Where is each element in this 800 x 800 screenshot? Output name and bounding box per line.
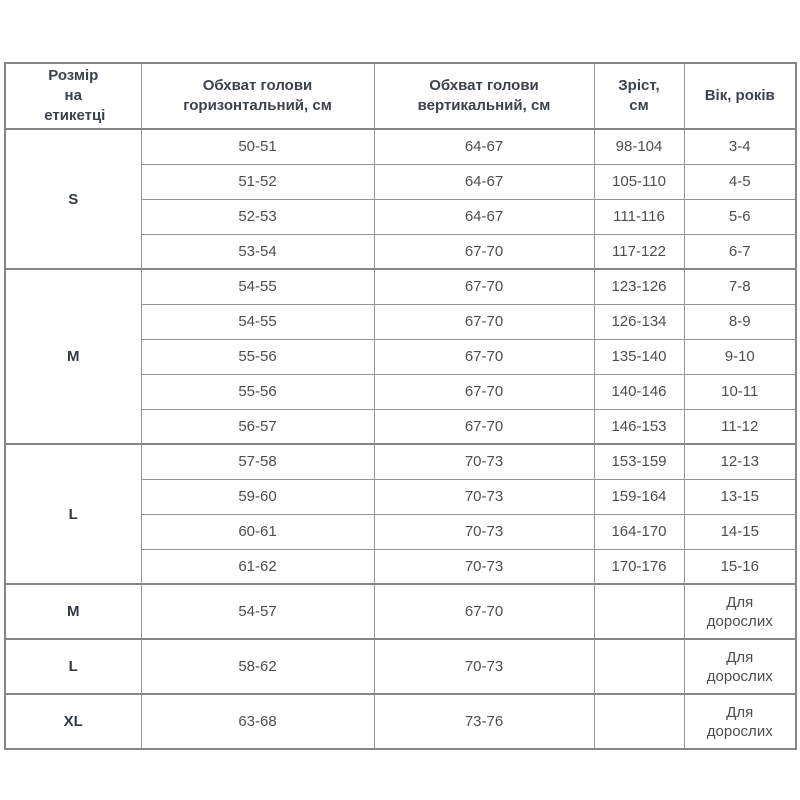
age-cell: 10-11 [684, 374, 796, 409]
age-cell: 12-13 [684, 444, 796, 479]
table-row [5, 269, 796, 304]
horizontal-cell: 59-60 [141, 479, 374, 514]
horizontal-cell: 52-53 [141, 199, 374, 234]
age-cell: 4-5 [684, 164, 796, 199]
horizontal-cell: 56-57 [141, 409, 374, 444]
horizontal-cell: 55-56 [141, 374, 374, 409]
age-cell-text: Для дорослих [706, 593, 773, 630]
size-chart [4, 62, 797, 750]
size-cell: XL [5, 694, 141, 749]
horizontal-cell: 55-56 [141, 339, 374, 374]
col-header-size-label-text: Розмір на етикетці [44, 67, 106, 124]
vertical-cell: 73-76 [374, 694, 594, 749]
col-header-vertical-circumference [374, 63, 594, 129]
col-header-size-label [5, 63, 141, 129]
height-cell: 98-104 [594, 129, 684, 164]
size-cell: M [5, 269, 141, 444]
vertical-cell: 70-73 [374, 479, 594, 514]
col-header-age-text: Вік, років [704, 87, 775, 104]
age-cell: 7-8 [684, 269, 796, 304]
horizontal-cell: 60-61 [141, 514, 374, 549]
size-cell: S [5, 129, 141, 269]
header-row [5, 63, 796, 129]
age-cell: 5-6 [684, 199, 796, 234]
table-row [5, 639, 796, 694]
age-cell: 13-15 [684, 479, 796, 514]
height-cell: 146-153 [594, 409, 684, 444]
horizontal-cell: 63-68 [141, 694, 374, 749]
height-cell: 111-116 [594, 199, 684, 234]
vertical-cell: 64-67 [374, 199, 594, 234]
height-cell: 164-170 [594, 514, 684, 549]
table-row [5, 694, 796, 749]
vertical-cell: 67-70 [374, 304, 594, 339]
age-cell [684, 639, 796, 694]
height-cell: 123-126 [594, 269, 684, 304]
size-cell: L [5, 639, 141, 694]
height-cell: 170-176 [594, 549, 684, 584]
col-header-vertical-text: Обхват голови вертикальний, см [417, 77, 551, 114]
vertical-cell: 70-73 [374, 444, 594, 479]
col-header-height-text: Зріст, см [618, 77, 660, 114]
height-cell: 153-159 [594, 444, 684, 479]
height-cell [594, 584, 684, 639]
height-cell: 105-110 [594, 164, 684, 199]
size-cell: L [5, 444, 141, 584]
vertical-cell: 70-73 [374, 514, 594, 549]
col-header-horizontal-text: Обхват голови горизонтальний, см [183, 77, 332, 114]
age-cell: 3-4 [684, 129, 796, 164]
vertical-cell: 67-70 [374, 409, 594, 444]
col-header-age [684, 63, 796, 129]
age-cell: 6-7 [684, 234, 796, 269]
height-cell: 140-146 [594, 374, 684, 409]
table-row [5, 584, 796, 639]
vertical-cell: 67-70 [374, 584, 594, 639]
horizontal-cell: 54-57 [141, 584, 374, 639]
height-cell [594, 694, 684, 749]
table-row [5, 444, 796, 479]
vertical-cell: 67-70 [374, 339, 594, 374]
vertical-cell: 64-67 [374, 164, 594, 199]
vertical-cell: 64-67 [374, 129, 594, 164]
height-cell: 117-122 [594, 234, 684, 269]
col-header-horizontal-circumference [141, 63, 374, 129]
col-header-height [594, 63, 684, 129]
height-cell: 159-164 [594, 479, 684, 514]
horizontal-cell: 53-54 [141, 234, 374, 269]
horizontal-cell: 51-52 [141, 164, 374, 199]
age-cell: 11-12 [684, 409, 796, 444]
horizontal-cell: 61-62 [141, 549, 374, 584]
vertical-cell: 67-70 [374, 269, 594, 304]
age-cell: 14-15 [684, 514, 796, 549]
age-cell [684, 584, 796, 639]
age-cell [684, 694, 796, 749]
horizontal-cell: 50-51 [141, 129, 374, 164]
horizontal-cell: 54-55 [141, 304, 374, 339]
size-cell: M [5, 584, 141, 639]
height-cell [594, 639, 684, 694]
age-cell-text: Для дорослих [706, 648, 773, 685]
height-cell: 135-140 [594, 339, 684, 374]
horizontal-cell: 58-62 [141, 639, 374, 694]
age-cell: 8-9 [684, 304, 796, 339]
height-cell: 126-134 [594, 304, 684, 339]
age-cell: 9-10 [684, 339, 796, 374]
table-row [5, 129, 796, 164]
vertical-cell: 67-70 [374, 374, 594, 409]
age-cell: 15-16 [684, 549, 796, 584]
horizontal-cell: 54-55 [141, 269, 374, 304]
vertical-cell: 70-73 [374, 639, 594, 694]
vertical-cell: 70-73 [374, 549, 594, 584]
age-cell-text: Для дорослих [706, 703, 773, 740]
vertical-cell: 67-70 [374, 234, 594, 269]
horizontal-cell: 57-58 [141, 444, 374, 479]
size-chart-table [4, 62, 797, 750]
